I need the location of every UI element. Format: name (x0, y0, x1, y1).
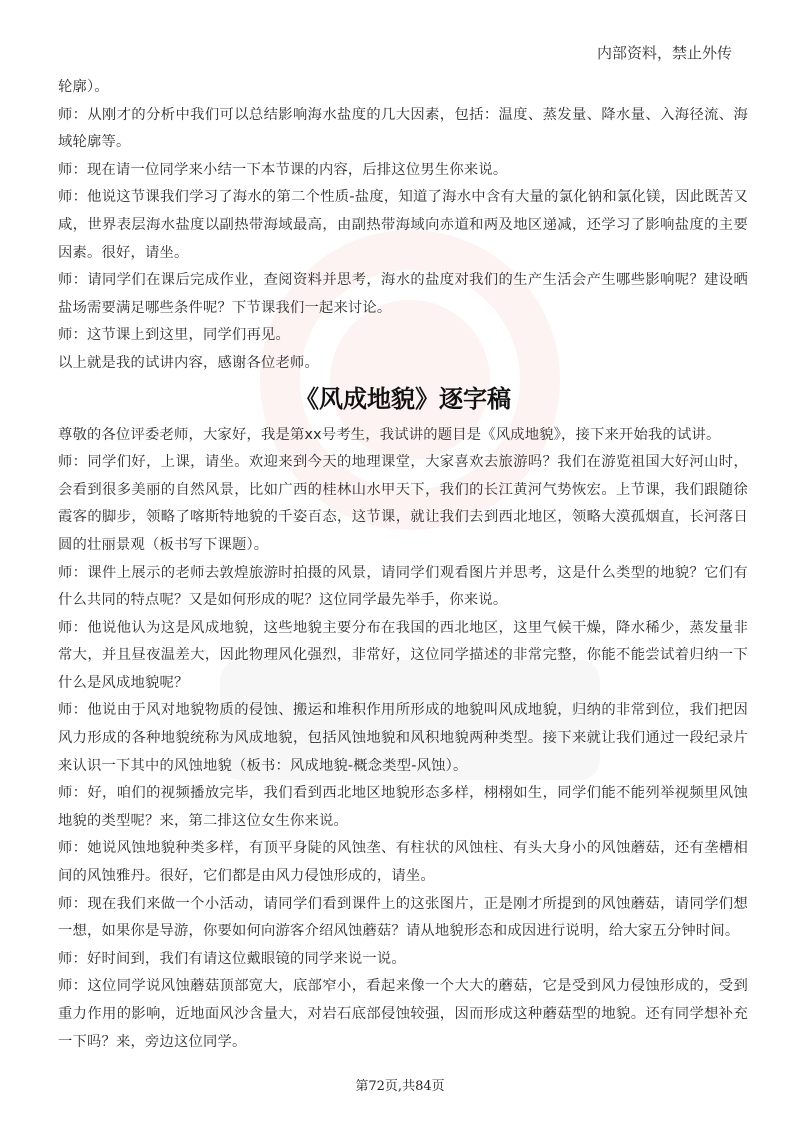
paragraph: 师：她说风蚀地貌种类多样，有顶平身陡的风蚀垄、有柱状的风蚀柱、有头大身小的风蚀蘑菇，还有垄槽相间的风蚀雅丹。很好，它们都是由风力侵蚀形成的，请坐。 (58, 840, 748, 885)
paragraph: 师：从刚才的分析中我们可以总结影响海水盐度的几大因素，包括：温度、蒸发量、降水量、入海径流、海域轮廓等。 (58, 106, 748, 151)
paragraph: 师：他说由于风对地貌物质的侵蚀、搬运和堆积作用所形成的地貌叫风成地貌，归纳的非常到位，我们把因风力形成的各种地貌统称为风成地貌，包括风蚀地貌和风积地貌两种类型。接下来就让我们通过一段纪录片来认识一下其中的风蚀地貌（板书：风成地貌-概念类型-风蚀）。 (58, 702, 748, 774)
paragraph: 师：好时间到，我们有请这位戴眼镜的同学来说一说。 (58, 950, 406, 967)
paragraph: 尊敬的各位评委老师，大家好，我是第xx号考生，我试讲的题目是《风成地貌》，接下来开始我的试讲。 (58, 426, 721, 443)
confidential-notice: 内部资料，禁止外传 (596, 44, 732, 62)
paragraph: 师：这位同学说风蚀蘑菇顶部宽大，底部窄小，看起来像一个大大的蘑菇，它是受到风力侵蚀形成的，受到重力作用的影响，近地面风沙含量大，对岩石底部侵蚀较强，因而形成这种蘑菇型的地貌。还有同学想补充一下吗？来，旁边这位同学。 (58, 978, 748, 1050)
paragraph: 师：他说这节课我们学习了海水的第二个性质-盐度，知道了海水中含有大量的氯化钠和氯化镁，因此既苦又咸，世界表层海水盐度以副热带海域最高，由副热带海域向赤道和两及地区递减，还学习了影响盐度的主要因素。很好，请坐。 (58, 189, 748, 261)
page-number: 第72页,共84页 (355, 1079, 445, 1094)
paragraph: 师：请同学们在课后完成作业，查阅资料并思考，海水的盐度对我们的生产生活会产生哪些影响呢？建设晒盐场需要满足哪些条件呢？下节课我们一起来讨论。 (58, 272, 748, 316)
paragraph: 师：课件上展示的老师去敦煌旅游时拍摄的风景，请同学们观看图片并思考，这是什么类型的地貌？它们有什么共同的特点呢？又是如何形成的呢？这位同学最先举手，你来说。 (58, 564, 748, 609)
paragraph: 师：好，咱们的视频播放完毕，我们看到西北地区地貌形态多样，栩栩如生，同学们能不能列举视频里风蚀地貌的类型呢？来，第二排这位女生你来说。 (58, 785, 748, 829)
paragraph: 师：同学们好，上课，请坐。欢迎来到今天的地理课堂，大家喜欢去旅游吗？我们在游览祖国大好河山时，会看到很多美丽的自然风景，比如广西的桂林山水甲天下，我们的长江黄河气势恢宏。上节课，我们跟随徐霞客的脚步，领略了喀斯特地貌的千姿百态，这节课，就让我们去到西北地区，领略大漠孤烟直，长河落日圆的壮丽景观（板书写下课题）。 (58, 454, 748, 553)
paragraph: 师：现在我们来做一个小活动，请同学们看到课件上的这张图片，正是刚才所提到的风蚀蘑菇，请同学们想一想，如果你是导游，你要如何向游客介绍风蚀蘑菇？请从地貌形态和成因进行说明，给大家五分钟时间。 (58, 895, 748, 940)
document-body (58, 74, 748, 1056)
paragraph: 轮廓）。 (58, 79, 109, 95)
paragraph: 师：现在请一位同学来小结一下本节课的内容，后排这位男生你来说。 (58, 161, 508, 178)
paragraph: 师：他说他认为这是风成地貌，这些地貌主要分布在我国的西北地区，这里气候干燥，降水稀少，蒸发量非常大，并且昼夜温差大，因此物理风化强烈，非常好，这位同学描述的非常完整，你能不能尝试着归纳一下什么是风成地貌呢？ (58, 619, 748, 691)
section-title: 《风成地貌》逐字稿 (295, 383, 511, 413)
paragraph: 以上就是我的试讲内容，感谢各位老师。 (58, 354, 319, 371)
paragraph: 师：这节课上到这里，同学们再见。 (58, 327, 290, 344)
